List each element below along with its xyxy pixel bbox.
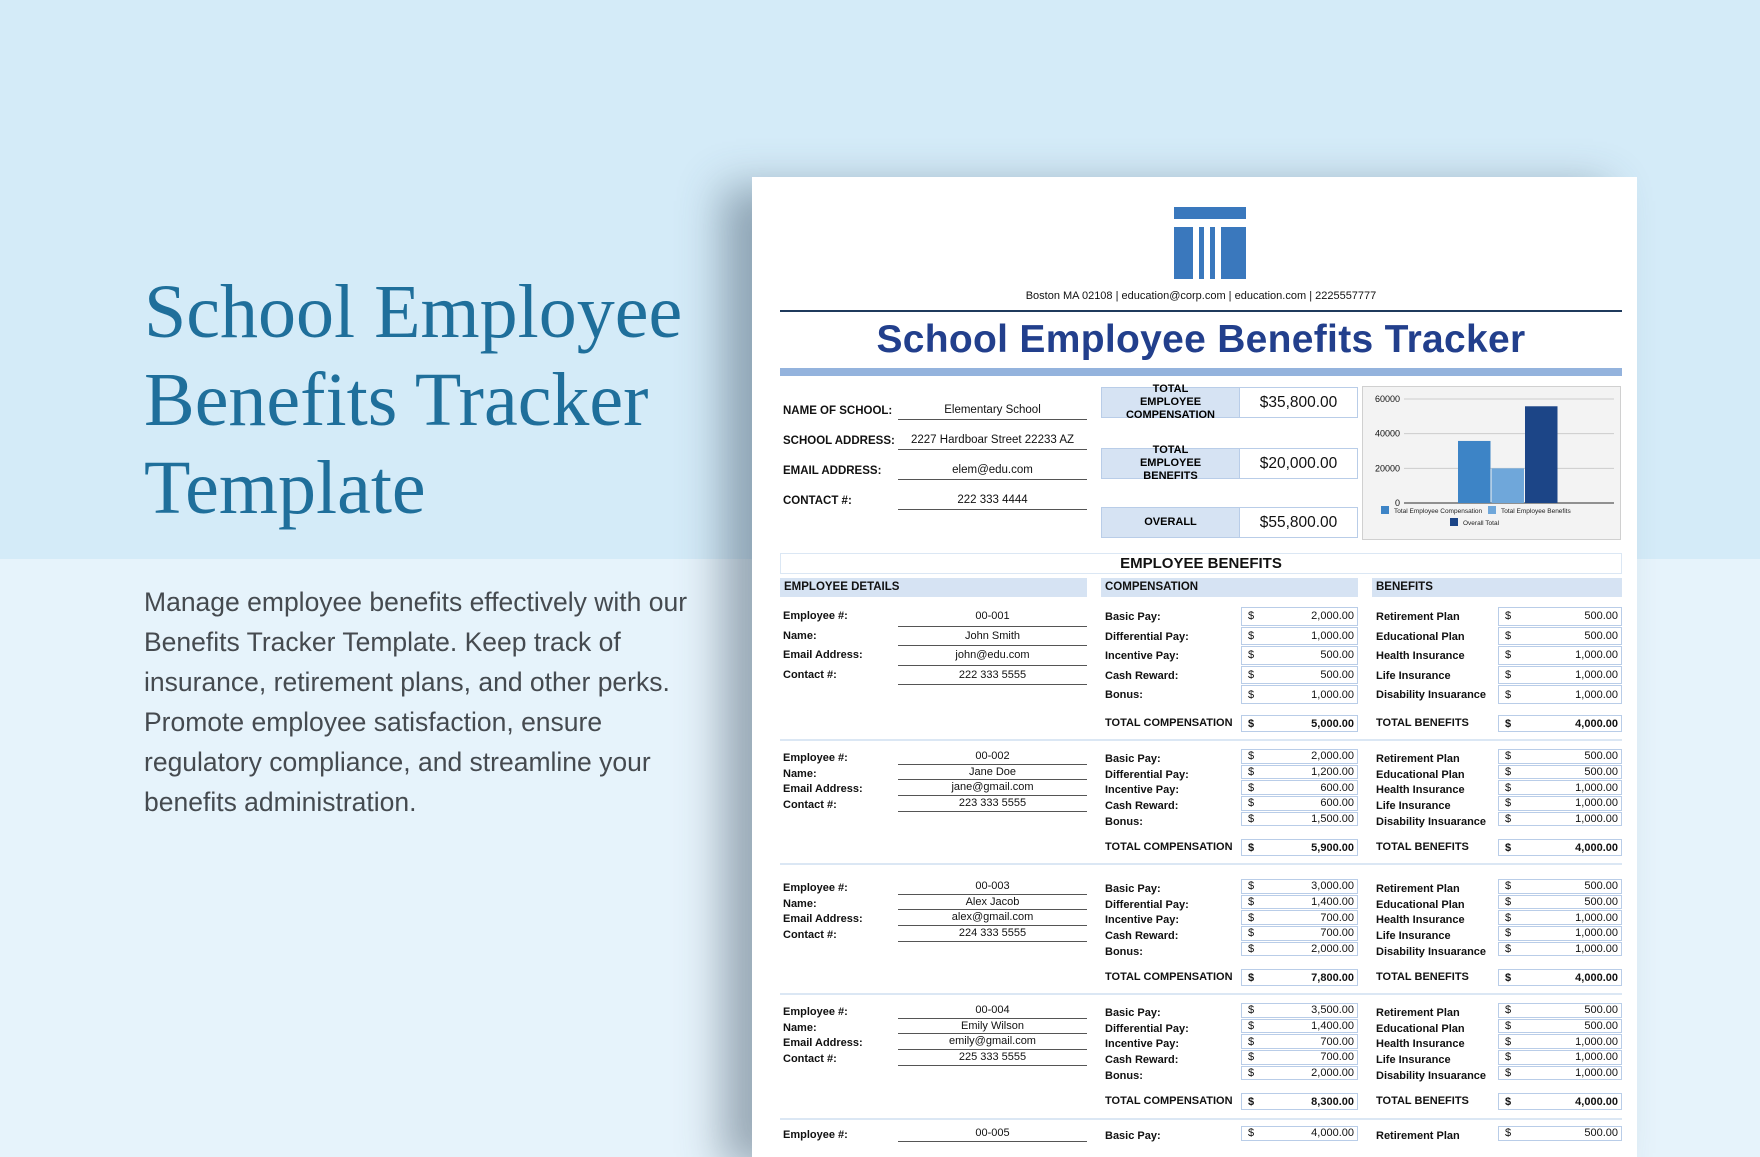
benefit-value[interactable] [1498, 1003, 1622, 1018]
employee-detail-label: Email Address: [783, 649, 863, 662]
bar-0 [1458, 441, 1491, 503]
info-field[interactable]: 222 333 4444 [898, 494, 1087, 510]
employee-detail-label: Employee #: [783, 1129, 848, 1141]
header-benefits: BENEFITS [1372, 578, 1622, 597]
benefit-value[interactable] [1498, 926, 1622, 941]
currency-symbol: $ [1248, 841, 1255, 854]
hero-title-line: School Employee [144, 270, 683, 354]
section-title: EMPLOYEE BENEFITS [780, 553, 1622, 574]
total-compensation-label: TOTAL COMPENSATION [1105, 841, 1233, 853]
employee-detail-label: Email Address: [783, 783, 863, 796]
amount: 1,000.00 [1575, 1051, 1618, 1064]
legend-label: Total Employee Benefits [1501, 508, 1571, 515]
amount: 500.00 [1584, 629, 1618, 642]
total-benefits-label: TOTAL BENEFITS [1376, 841, 1469, 853]
currency-symbol: $ [1248, 781, 1255, 794]
compensation-label: Basic Pay: [1105, 753, 1161, 765]
compensation-label: Basic Pay: [1105, 1130, 1161, 1142]
amount: 4,000.00 [1311, 1127, 1354, 1140]
row-separator [780, 739, 1622, 741]
amount: 600.00 [1320, 781, 1354, 794]
benefit-label: Disability Insuarance [1376, 689, 1487, 702]
info-field[interactable]: Elementary School [898, 404, 1087, 420]
employee-detail-label: Name: [783, 629, 817, 642]
info-label: CONTACT #: [783, 495, 852, 507]
employee-detail-label: Contact #: [783, 668, 837, 681]
employee-detail-field[interactable]: 225 333 5555 [898, 1052, 1087, 1066]
compensation-value[interactable] [1241, 926, 1358, 941]
amount: 8,300.00 [1311, 1095, 1354, 1108]
total-compensation-label: TOTAL COMPENSATION [1105, 971, 1233, 983]
amount: 1,000.00 [1575, 669, 1618, 682]
benefit-label: Educational Plan [1376, 768, 1465, 781]
employee-detail-label: Name: [783, 1021, 817, 1034]
employee-detail-label: Contact #: [783, 1053, 837, 1066]
row-separator [780, 993, 1622, 995]
benefit-label: Health Insurance [1376, 650, 1465, 663]
total-compensation-value [1241, 969, 1358, 986]
currency-symbol: $ [1248, 1051, 1255, 1064]
total-compensation-value [1241, 839, 1358, 856]
amount: 1,000.00 [1575, 781, 1618, 794]
benefit-label: Educational Plan [1376, 1022, 1465, 1035]
amount: 2,000.00 [1311, 943, 1354, 956]
y-tick-label: 60000 [1374, 394, 1400, 404]
benefit-label: Life Insurance [1376, 1054, 1451, 1067]
compensation-value[interactable] [1241, 646, 1358, 665]
amount: 3,000.00 [1311, 880, 1354, 893]
employee-detail-field[interactable]: emily@gmail.com [898, 1036, 1087, 1050]
employee-detail-field[interactable]: 00-002 [898, 751, 1087, 765]
compensation-value[interactable] [1241, 1003, 1358, 1018]
y-tick-label: 40000 [1374, 428, 1400, 439]
currency-symbol: $ [1248, 1095, 1255, 1108]
employee-detail-label: Employee #: [783, 610, 848, 622]
total-benefits-label: TOTAL BENEFITS [1376, 971, 1469, 983]
row-separator [780, 863, 1622, 865]
currency-symbol: $ [1248, 669, 1255, 682]
benefit-label: Retirement Plan [1376, 1130, 1460, 1142]
amount: 5,900.00 [1311, 841, 1354, 854]
amount: 1,000.00 [1311, 629, 1354, 642]
total-benefits-value [1498, 839, 1622, 856]
benefit-label: Disability Insuarance [1376, 1069, 1487, 1082]
amount: 1,400.00 [1311, 1020, 1354, 1033]
currency-symbol: $ [1248, 1020, 1255, 1033]
compensation-label: Incentive Pay: [1105, 650, 1179, 663]
compensation-label: Basic Pay: [1105, 1007, 1161, 1019]
amount: 700.00 [1320, 927, 1354, 940]
amount: 2,000.00 [1311, 750, 1354, 763]
currency-symbol: $ [1248, 911, 1255, 924]
amount: 500.00 [1584, 610, 1618, 623]
amount: 500.00 [1320, 649, 1354, 662]
employee-detail-field[interactable]: jane@gmail.com [898, 782, 1087, 796]
summary-label: TOTAL EMPLOYEE COMPENSATION [1101, 387, 1240, 418]
compensation-value[interactable] [1241, 942, 1358, 957]
compensation-value[interactable] [1241, 749, 1358, 764]
total-compensation-value [1241, 715, 1358, 732]
benefit-value[interactable] [1498, 812, 1622, 827]
info-label: EMAIL ADDRESS: [783, 465, 882, 477]
currency-symbol: $ [1248, 766, 1255, 779]
amount: 500.00 [1584, 880, 1618, 893]
currency-symbol: $ [1505, 766, 1512, 779]
benefit-label: Disability Insuarance [1376, 945, 1487, 958]
hero-title-line: Benefits Tracker [144, 358, 649, 442]
currency-symbol: $ [1248, 750, 1255, 763]
compensation-label: Bonus: [1105, 945, 1143, 958]
y-tick-label: 20000 [1374, 463, 1400, 474]
amount: 1,000.00 [1575, 649, 1618, 662]
compensation-value[interactable] [1241, 895, 1358, 910]
amount: 4,000.00 [1575, 971, 1618, 984]
currency-symbol: $ [1505, 781, 1512, 794]
compensation-label: Basic Pay: [1105, 611, 1161, 623]
employee-detail-label: Email Address: [783, 1037, 863, 1050]
amount: 500.00 [1584, 1020, 1618, 1033]
benefit-value[interactable] [1498, 765, 1622, 780]
currency-symbol: $ [1505, 629, 1512, 642]
amount: 1,000.00 [1575, 1035, 1618, 1048]
total-benefits-value [1498, 969, 1622, 986]
currency-symbol: $ [1505, 880, 1512, 893]
compensation-label: Incentive Pay: [1105, 784, 1179, 797]
bar-1 [1492, 468, 1525, 503]
employee-detail-label: Name: [783, 897, 817, 910]
benefit-value[interactable] [1498, 646, 1622, 665]
compensation-value[interactable] [1241, 1066, 1358, 1081]
compensation-value[interactable] [1241, 607, 1358, 626]
legend-swatch [1450, 518, 1458, 526]
amount: 500.00 [1584, 1127, 1618, 1140]
amount: 500.00 [1320, 669, 1354, 682]
benefit-label: Retirement Plan [1376, 611, 1460, 623]
info-label: SCHOOL ADDRESS: [783, 435, 895, 447]
currency-symbol: $ [1505, 927, 1512, 940]
benefit-label: Educational Plan [1376, 898, 1465, 911]
benefit-value[interactable] [1498, 627, 1622, 646]
currency-symbol: $ [1248, 927, 1255, 940]
currency-symbol: $ [1248, 813, 1255, 826]
employee-detail-field[interactable]: 224 333 5555 [898, 928, 1087, 942]
benefit-label: Educational Plan [1376, 630, 1465, 643]
amount: 700.00 [1320, 1051, 1354, 1064]
currency-symbol: $ [1505, 649, 1512, 662]
employee-detail-field[interactable]: 223 333 5555 [898, 798, 1087, 812]
benefit-label: Life Insurance [1376, 800, 1451, 813]
currency-symbol: $ [1505, 1067, 1512, 1080]
legend-swatch [1488, 506, 1496, 514]
currency-symbol: $ [1248, 649, 1255, 662]
currency-symbol: $ [1248, 1067, 1255, 1080]
benefit-value[interactable] [1498, 796, 1622, 811]
amount: 7,800.00 [1311, 971, 1354, 984]
benefit-value[interactable] [1498, 1066, 1622, 1081]
total-compensation-label: TOTAL COMPENSATION [1105, 717, 1233, 729]
bar-2 [1525, 406, 1558, 503]
currency-symbol: $ [1505, 896, 1512, 909]
compensation-value[interactable] [1241, 812, 1358, 827]
amount: 3,500.00 [1311, 1004, 1354, 1017]
employee-detail-field[interactable]: Alex Jacob [898, 897, 1087, 911]
amount: 2,000.00 [1311, 1067, 1354, 1080]
amount: 4,000.00 [1575, 1095, 1618, 1108]
currency-symbol: $ [1505, 1127, 1512, 1140]
currency-symbol: $ [1248, 610, 1255, 623]
total-compensation-value [1241, 1093, 1358, 1110]
row-separator [780, 1118, 1622, 1120]
employee-detail-field[interactable]: 00-005 [898, 1128, 1087, 1142]
employee-detail-field[interactable]: 00-003 [898, 881, 1087, 895]
amount: 1,000.00 [1575, 688, 1618, 701]
hero-title [144, 268, 764, 532]
compensation-value[interactable] [1241, 780, 1358, 795]
amount: 1,000.00 [1311, 688, 1354, 701]
amount: 500.00 [1584, 766, 1618, 779]
benefit-value[interactable] [1498, 666, 1622, 685]
amount: 1,000.00 [1575, 943, 1618, 956]
currency-symbol: $ [1505, 1051, 1512, 1064]
compensation-value[interactable] [1241, 796, 1358, 811]
currency-symbol: $ [1505, 1020, 1512, 1033]
amount: 4,000.00 [1575, 841, 1618, 854]
hero-description: Manage employee benefits effectively with our Benefits Tracker Template. Keep track of insurance, retirement plans, and other perks. Promote employee satisfaction, ensure regulatory compliance, and streamline your benefits administration. [144, 587, 688, 817]
employee-detail-label: Employee #: [783, 752, 848, 764]
benefit-value[interactable] [1498, 607, 1622, 626]
currency-symbol: $ [1505, 610, 1512, 623]
amount: 1,000.00 [1575, 911, 1618, 924]
legend-swatch [1381, 506, 1389, 514]
benefit-label: Retirement Plan [1376, 1007, 1460, 1019]
compensation-label: Cash Reward: [1105, 1054, 1179, 1067]
employee-detail-field[interactable]: 00-004 [898, 1005, 1087, 1019]
compensation-label: Bonus: [1105, 689, 1143, 702]
legend-label: Total Employee Compensation [1394, 508, 1483, 515]
amount: 1,400.00 [1311, 896, 1354, 909]
total-benefits-value [1498, 715, 1622, 732]
currency-symbol: $ [1248, 629, 1255, 642]
currency-symbol: $ [1505, 971, 1512, 984]
currency-symbol: $ [1248, 943, 1255, 956]
currency-symbol: $ [1505, 669, 1512, 682]
amount: 500.00 [1584, 896, 1618, 909]
benefit-label: Retirement Plan [1376, 883, 1460, 895]
amount: 1,000.00 [1575, 1067, 1618, 1080]
currency-symbol: $ [1248, 880, 1255, 893]
header-compensation: COMPENSATION [1101, 578, 1358, 597]
currency-symbol: $ [1248, 1004, 1255, 1017]
compensation-label: Cash Reward: [1105, 800, 1179, 813]
benefit-value[interactable] [1498, 879, 1622, 894]
header-employee-details: EMPLOYEE DETAILS [780, 578, 1087, 597]
compensation-label: Cash Reward: [1105, 930, 1179, 943]
currency-symbol: $ [1505, 841, 1512, 854]
compensation-label: Differential Pay: [1105, 768, 1189, 781]
benefit-label: Health Insurance [1376, 784, 1465, 797]
y-tick-label: 0 [1394, 498, 1400, 508]
employee-detail-field[interactable]: John Smith [898, 629, 1087, 647]
title-bar [780, 368, 1622, 376]
currency-symbol: $ [1248, 717, 1255, 730]
total-benefits-label: TOTAL BENEFITS [1376, 1095, 1469, 1107]
benefit-label: Life Insurance [1376, 930, 1451, 943]
summary-value: $20,000.00 [1239, 448, 1358, 479]
compensation-label: Differential Pay: [1105, 630, 1189, 643]
total-compensation-label: TOTAL COMPENSATION [1105, 1095, 1233, 1107]
currency-symbol: $ [1248, 1035, 1255, 1048]
amount: 1,000.00 [1575, 927, 1618, 940]
currency-symbol: $ [1248, 971, 1255, 984]
amount: 1,200.00 [1311, 766, 1354, 779]
currency-symbol: $ [1248, 797, 1255, 810]
divider [780, 310, 1622, 312]
summary-chart [1362, 386, 1621, 540]
currency-symbol: $ [1505, 688, 1512, 701]
currency-symbol: $ [1505, 750, 1512, 763]
benefit-label: Health Insurance [1376, 1038, 1465, 1051]
benefit-value[interactable] [1498, 1034, 1622, 1049]
compensation-label: Bonus: [1105, 1069, 1143, 1082]
summary-label: OVERALL [1101, 507, 1240, 538]
compensation-label: Differential Pay: [1105, 898, 1189, 911]
employee-detail-field[interactable]: john@edu.com [898, 648, 1087, 666]
hero-title-line: Template [144, 446, 426, 530]
employee-detail-field[interactable]: 222 333 5555 [898, 668, 1087, 686]
summary-value: $35,800.00 [1239, 387, 1358, 418]
amount: 1,000.00 [1575, 813, 1618, 826]
benefit-label: Life Insurance [1376, 669, 1451, 682]
employee-detail-label: Contact #: [783, 929, 837, 942]
summary-label: TOTAL EMPLOYEE BENEFITS [1101, 448, 1240, 479]
compensation-label: Differential Pay: [1105, 1022, 1189, 1035]
benefit-label: Disability Insuarance [1376, 815, 1487, 828]
compensation-value[interactable] [1241, 627, 1358, 646]
amount: 1,000.00 [1575, 797, 1618, 810]
employee-detail-field[interactable]: 00-001 [898, 609, 1087, 627]
benefit-value[interactable] [1498, 895, 1622, 910]
bar-chart [1363, 387, 1622, 541]
benefit-label: Retirement Plan [1376, 753, 1460, 765]
employee-detail-label: Name: [783, 767, 817, 780]
employee-detail-label: Email Address: [783, 913, 863, 926]
compensation-label: Bonus: [1105, 815, 1143, 828]
amount: 500.00 [1584, 750, 1618, 763]
benefit-label: Health Insurance [1376, 914, 1465, 927]
legend-label: Overall Total [1463, 520, 1500, 527]
amount: 500.00 [1584, 1004, 1618, 1017]
compensation-label: Incentive Pay: [1105, 1038, 1179, 1051]
contact-line: Boston MA 02108 | education@corp.com | education.com | 2225557777 [1025, 290, 1377, 302]
benefit-value[interactable] [1498, 749, 1622, 764]
currency-symbol: $ [1505, 1004, 1512, 1017]
benefit-value[interactable] [1498, 1050, 1622, 1065]
info-field[interactable]: elem@edu.com [898, 464, 1087, 480]
benefit-value[interactable] [1498, 1126, 1622, 1141]
compensation-value[interactable] [1241, 765, 1358, 780]
employee-detail-label: Employee #: [783, 882, 848, 894]
compensation-value[interactable] [1241, 879, 1358, 894]
employee-detail-field[interactable]: Emily Wilson [898, 1021, 1087, 1035]
compensation-value[interactable] [1241, 666, 1358, 685]
benefit-value[interactable] [1498, 780, 1622, 795]
amount: 2,000.00 [1311, 610, 1354, 623]
amount: 1,500.00 [1311, 813, 1354, 826]
summary-value: $55,800.00 [1239, 507, 1358, 538]
employee-detail-field[interactable]: Jane Doe [898, 767, 1087, 781]
compensation-value[interactable] [1241, 685, 1358, 704]
compensation-label: Incentive Pay: [1105, 914, 1179, 927]
amount: 4,000.00 [1575, 717, 1618, 730]
compensation-value[interactable] [1241, 1019, 1358, 1034]
currency-symbol: $ [1505, 797, 1512, 810]
currency-symbol: $ [1505, 1035, 1512, 1048]
currency-symbol: $ [1505, 717, 1512, 730]
compensation-value[interactable] [1241, 1126, 1358, 1141]
amount: 700.00 [1320, 1035, 1354, 1048]
currency-symbol: $ [1505, 813, 1512, 826]
benefit-value[interactable] [1498, 685, 1622, 704]
currency-symbol: $ [1505, 1095, 1512, 1108]
info-label: NAME OF SCHOOL: [783, 405, 893, 417]
employee-detail-label: Contact #: [783, 799, 837, 812]
currency-symbol: $ [1505, 911, 1512, 924]
amount: 5,000.00 [1311, 717, 1354, 730]
document-title: School Employee Benefits Tracker [876, 318, 1526, 361]
amount: 700.00 [1320, 911, 1354, 924]
currency-symbol: $ [1248, 1127, 1255, 1140]
compensation-value[interactable] [1241, 1050, 1358, 1065]
benefit-value[interactable] [1498, 942, 1622, 957]
compensation-value[interactable] [1241, 1034, 1358, 1049]
school-logo-icon [1174, 207, 1246, 279]
total-benefits-value [1498, 1093, 1622, 1110]
currency-symbol: $ [1505, 943, 1512, 956]
employee-detail-label: Employee #: [783, 1006, 848, 1018]
compensation-value[interactable] [1241, 910, 1358, 925]
amount: 600.00 [1320, 797, 1354, 810]
benefit-value[interactable] [1498, 1019, 1622, 1034]
benefit-value[interactable] [1498, 910, 1622, 925]
compensation-label: Cash Reward: [1105, 669, 1179, 682]
currency-symbol: $ [1248, 896, 1255, 909]
compensation-label: Basic Pay: [1105, 883, 1161, 895]
info-field[interactable]: 2227 Hardboar Street 22233 AZ [898, 434, 1087, 450]
employee-detail-field[interactable]: alex@gmail.com [898, 912, 1087, 926]
currency-symbol: $ [1248, 688, 1255, 701]
total-benefits-label: TOTAL BENEFITS [1376, 717, 1469, 729]
